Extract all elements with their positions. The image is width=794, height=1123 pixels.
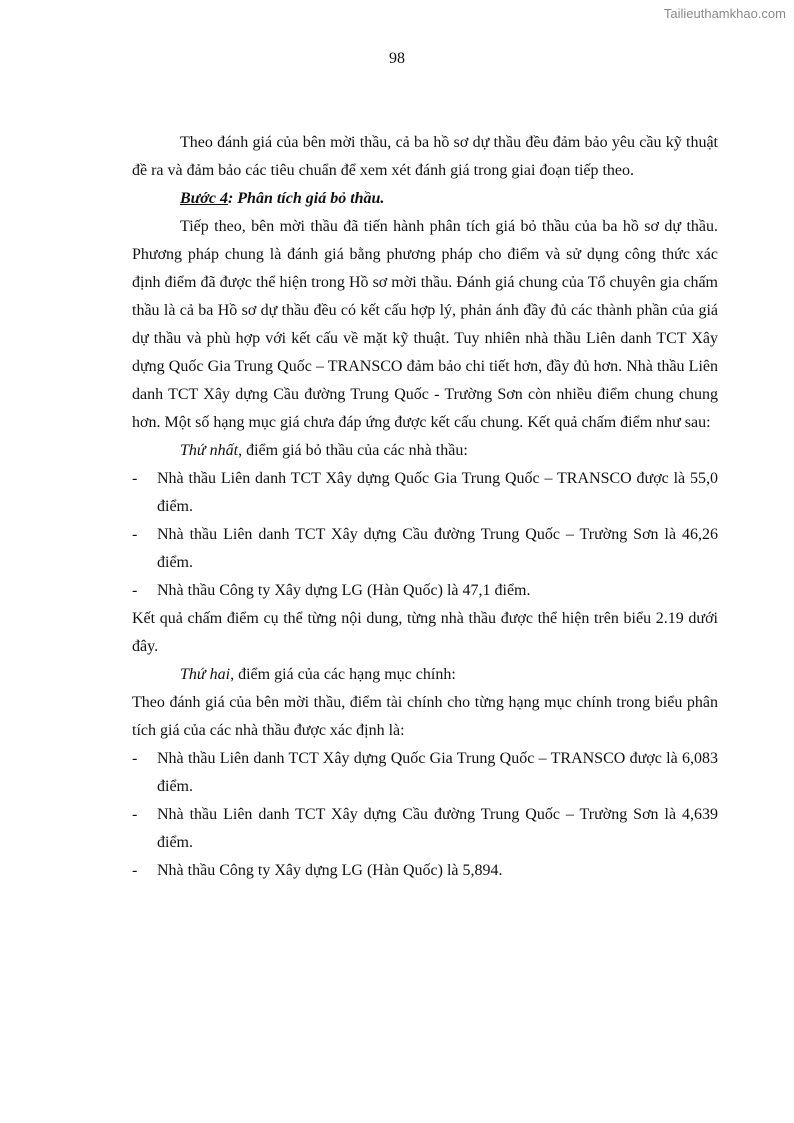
list-item-text: Nhà thầu Liên danh TCT Xây dựng Cầu đường Trung Quốc – Trường Sơn là 46,26 điểm.: [157, 526, 718, 571]
second-heading: [132, 661, 718, 689]
paragraph-evaluation: Theo đánh giá của bên mời thầu, cả ba hồ sơ dự thầu đều đảm bảo yêu cầu kỹ thuật đề ra và đảm bảo các tiêu chuẩn để xem xét đánh giá trong giai đoạn tiếp theo.: [132, 134, 718, 179]
bullet: -: [132, 470, 138, 487]
step-heading: [132, 185, 718, 213]
list-item: [132, 745, 718, 801]
paragraph-result: Kết quả chấm điểm cụ thể từng nội dung, từng nhà thầu được thể hiện trên biểu 2.19 dưới đây.: [132, 610, 718, 655]
list-item-text: Nhà thầu Công ty Xây dựng LG (Hàn Quốc) là 47,1 điểm.: [157, 582, 531, 599]
list-item-text: Nhà thầu Liên danh TCT Xây dựng Quốc Gia Trung Quốc – TRANSCO được là 6,083 điểm.: [157, 750, 718, 795]
list-item-text: Nhà thầu Công ty Xây dựng LG (Hàn Quốc) là 5,894.: [157, 862, 503, 879]
list-item-text: Nhà thầu Liên danh TCT Xây dựng Cầu đường Trung Quốc – Trường Sơn là 4,639 điểm.: [157, 806, 718, 851]
bid-score-list: [132, 465, 718, 605]
list-item: [132, 577, 718, 605]
list-item: [132, 521, 718, 577]
bullet: -: [132, 750, 138, 767]
list-item: [132, 857, 718, 885]
bullet: -: [132, 862, 138, 879]
paragraph-price-analysis: Tiếp theo, bên mời thầu đã tiến hành phân tích giá bỏ thầu của ba hồ sơ dự thầu. Phương pháp chung là đánh giá bằng phương pháp cho điểm và sử dụng công thức xác định điểm đã được thể hiện trong Hồ sơ mời thầu. Đánh giá chung của Tổ chuyên gia chấm thầu là cả ba Hồ sơ dự thầu đều có kết cấu hợp lý, phản ánh đầy đủ các thành phần của giá dự thầu và phù hợp với kết cấu về mặt kỹ thuật. Tuy nhiên nhà thầu Liên danh TCT Xây dựng Quốc Gia Trung Quốc – TRANSCO đảm bảo chi tiết hơn, đầy đủ hơn. Nhà thầu Liên danh TCT Xây dựng Cầu đường Trung Quốc - Trường Sơn còn nhiều điểm chung chung hơn. Một số hạng mục giá chưa đáp ứng được kết cấu chung. Kết quả chấm điểm như sau:: [132, 218, 718, 431]
step-title: : Phân tích giá bỏ thầu.: [227, 190, 385, 207]
second-label: Thứ hai,: [180, 666, 235, 683]
list-item: [132, 465, 718, 521]
first-heading: [132, 437, 718, 465]
second-text: điểm giá của các hạng mục chính:: [234, 666, 456, 683]
first-label: Thứ nhất: [180, 442, 239, 459]
paragraph-financial: Theo đánh giá của bên mời thầu, điểm tài chính cho từng hạng mục chính trong biểu phân tích giá của các nhà thầu được xác định là:: [132, 694, 718, 739]
page-number: 98: [389, 50, 405, 67]
watermark: Tailieuthamkhao.com: [663, 6, 786, 21]
bullet: -: [132, 582, 138, 599]
bullet: -: [132, 806, 138, 823]
step-label: Bước 4: [180, 190, 228, 207]
bullet: -: [132, 526, 138, 543]
document-body: [132, 129, 718, 885]
first-text: , điểm giá bỏ thầu của các nhà thầu:: [238, 442, 468, 459]
list-item: [132, 801, 718, 857]
list-item-text: Nhà thầu Liên danh TCT Xây dựng Quốc Gia Trung Quốc – TRANSCO được là 55,0 điểm.: [157, 470, 718, 515]
item-score-list: [132, 745, 718, 885]
